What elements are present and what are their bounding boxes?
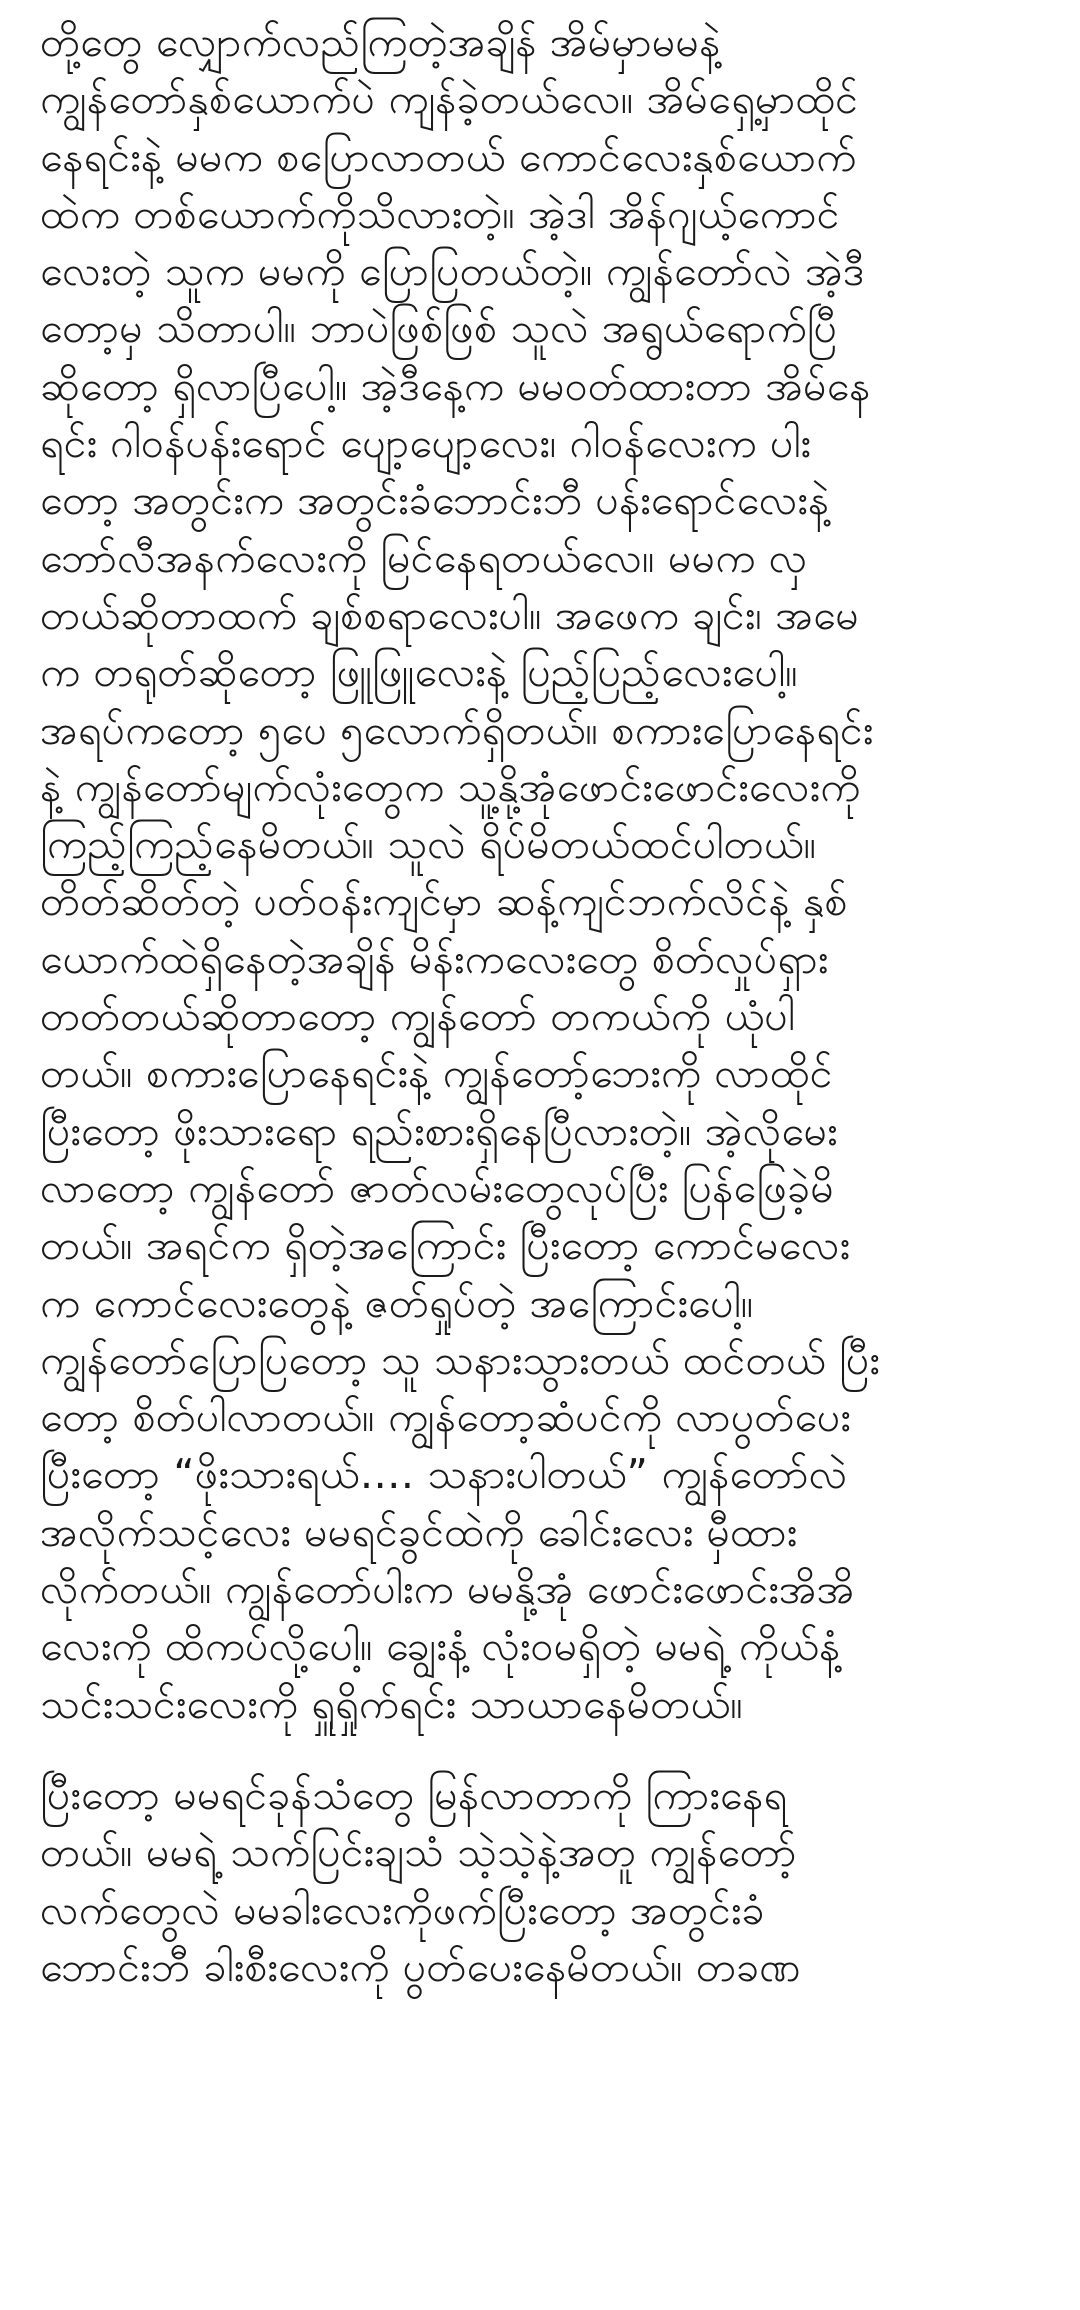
text-line: သင်းသင်းလေးကို ရှူရှိုက်ရင်း သာယာနေမိတယ်။ [40,1679,743,1728]
text-line: က တရုတ်ဆိုတော့ ဖြူဖြူလေးနဲ့ ပြည့်ပြည့်လေးပေါ့။ [40,648,798,697]
text-line: ပြီးတော့ “ဖိုးသားရယ်…. သနားပါတယ်” ကျွန်တော်လဲ [40,1450,848,1499]
text-line: ဘောင်းဘီ ခါးစီးလေးကို ပွတ်ပေးနေမိတယ်။ တခဏ [40,1942,801,1991]
text-line: တိတ်ဆိတ်တဲ့ ပတ်ဝန်းကျင်မှာ ဆန့်ကျင်ဘက်လိင်နဲ့ နှစ် [40,877,848,926]
text-line: လာတော့ ကျွန်တော် ဇာတ်လမ်းတွေလုပ်ပြီး ပြန်ဖြေခဲ့မိ [40,1163,834,1212]
paragraph-1 [40,14,1050,1733]
text-line: တယ်ဆိုတာထက် ချစ်စရာလေးပါ။ အဖေက ချင်း၊ အမေ [40,590,860,639]
text-line: အရပ်ကတော့ ၅ပေ ၅လောက်ရှိတယ်။ စကားပြောနေရင်း [40,705,874,754]
text-line: တယ်။ မမရဲ့ သက်ပြင်းချသံ သဲ့သဲ့နဲ့အတူ ကျွန်တော့် [40,1828,797,1877]
text-line: ထဲက တစ်ယောက်ကိုသိလားတဲ့။ အဲ့ဒါ အိန်ဂျယ့်ကောင် [40,189,840,238]
text-line: တော့ အတွင်းက အတွင်းခံဘောင်းဘီ ပန်းရောင်လေးနဲ့ [40,476,830,525]
text-line: တော့ စိတ်ပါလာတယ်။ ကျွန်တော့ဆံပင်ကို လာပွတ်ပေး [40,1393,851,1442]
text-line: ဘော်လီအနက်လေးကို မြင်နေရတယ်လေ။ မမက လှ [40,533,808,582]
text-line: ဆိုတော့ ရှိလာပြီပေါ့။ အဲ့ဒီနေ့က မမဝတ်ထားတာ အိမ်နေ [40,361,871,410]
text-line: တယ်။ အရင်က ရှိတဲ့အကြောင်း ပြီးတော့ ကောင်မလေး [40,1221,851,1270]
text-line: ပြီးတော့ မမရင်ခုန်သံတွေ မြန်လာတာကို ကြားနေရ [40,1770,788,1819]
text-line: နေရင်းနဲ့ မမက စပြောလာတယ် ကောင်လေးနှစ်ယောက် [40,132,857,181]
text-line: နဲ့ ကျွန်တော်မျက်လုံးတွေက သူ့နို့အုံဖောင်းဖောင်းလေးကို [40,762,861,811]
text-line: လေးကို ထိကပ်လို့ပေါ့။ ချွေးနံ့ လုံးဝမရှိတဲ့ မမရဲ့ ကိုယ်နံ့ [40,1622,841,1671]
text-line: ကြည့်ကြည့်နေမိတယ်။ သူလဲ ရိပ်မိတယ်ထင်ပါတယ်။ [40,820,817,869]
text-line: တော့မှ သိတာပါ။ ဘာပဲဖြစ်ဖြစ် သူလဲ အရွယ်ရောက်ပြီ [40,304,838,353]
text-line: လေးတဲ့ သူက မမကို ပြောပြတယ်တဲ့။ ကျွန်တော်လဲ အဲ့ဒီ [40,247,865,296]
paragraph-2 [40,1767,1050,1996]
text-line: အလိုက်သင့်လေး မမရင်ခွင်ထဲကို ခေါင်းလေး မှီထား [40,1507,798,1556]
article-body [40,14,1050,1996]
text-line: ရင်း ဂါဝန်ပန်းရောင် ပျော့ပျော့လေး၊ ဂါဝန်လေးက ပါး [40,419,812,468]
text-line: လိုက်တယ်။ ကျွန်တော်ပါးက မမနို့အုံ ဖောင်းဖောင်းအိအိ [40,1565,855,1614]
text-line: ကျွန်တော်နှစ်ယောက်ပဲ ကျန်ခဲ့တယ်လေ။ အိမ်ရှေ့မှာထိုင် [40,75,859,124]
text-line: တို့တွေ လျှောက်လည်ကြတဲ့အချိန် အိမ်မှာမမနဲ့ [40,18,721,66]
text-line: လက်တွေလဲ မမခါးလေးကိုဖက်ပြီးတော့ အတွင်းခံ [40,1885,765,1934]
text-line: ပြီးတော့ ဖိုးသားရော ရည်းစားရှိနေပြီလားတဲ့။ အဲ့လိုမေး [40,1106,838,1155]
text-line: ကျွန်တော်ပြောပြတော့ သူ သနားသွားတယ် ထင်တယ် ပြီး [40,1335,880,1384]
text-line: တယ်။ စကားပြောနေရင်းနဲ့ ကျွန်တော့်ဘေးကို လာထိုင် [40,1049,833,1098]
text-line: တတ်တယ်ဆိုတာတော့ ကျွန်တော် တကယ်ကို ယုံပါ [40,992,795,1041]
text-line: က ကောင်လေးတွေနဲ့ ဇတ်ရှုပ်တဲ့ အကြောင်းပေါ့။ [40,1278,754,1327]
text-line: ယောက်ထဲရှိနေတဲ့အချိန် မိန်းကလေးတွေ စိတ်လှုပ်ရှား [40,934,829,983]
